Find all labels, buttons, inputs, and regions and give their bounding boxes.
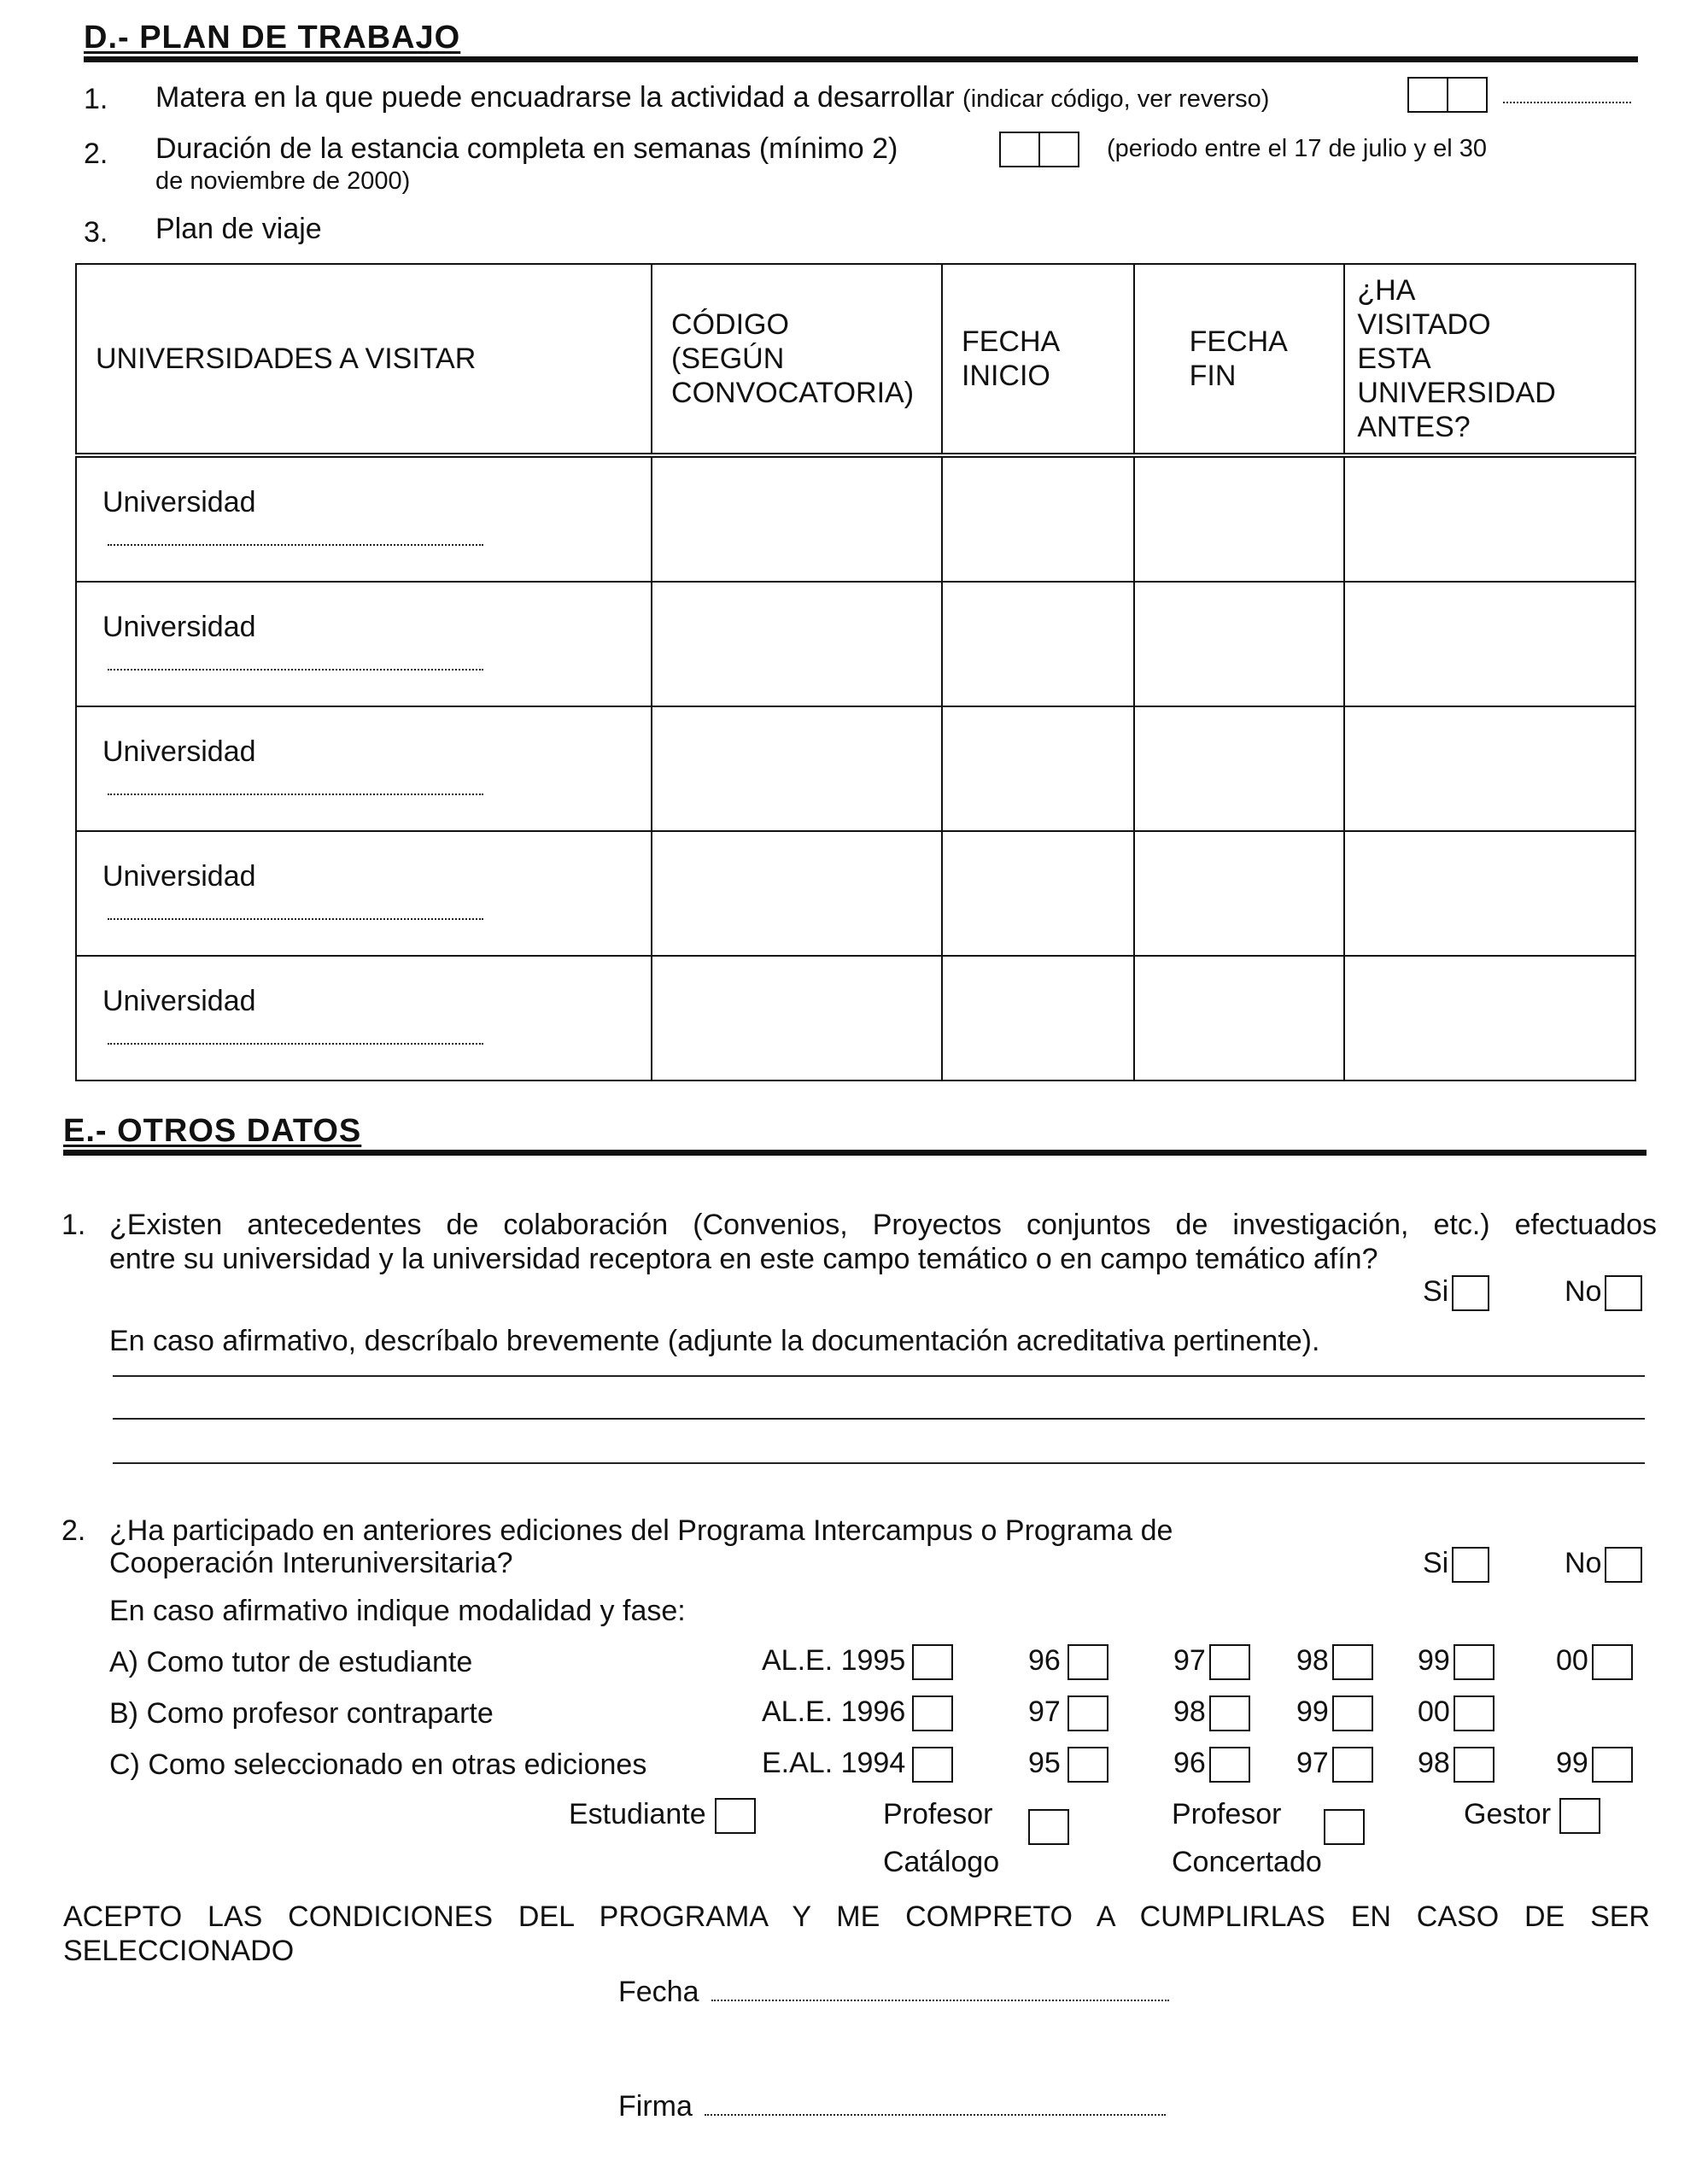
codigo-cell[interactable] xyxy=(652,706,942,831)
row-a-year-3-label: 98 xyxy=(1296,1644,1329,1677)
q1-answer-line-3[interactable] xyxy=(113,1462,1645,1464)
row-c-first-checkbox[interactable] xyxy=(912,1747,953,1783)
weeks-box-1[interactable] xyxy=(999,132,1040,167)
role-gestor-checkbox[interactable] xyxy=(1559,1798,1600,1834)
fecha-field[interactable] xyxy=(618,1975,1169,2009)
header-universidades: UNIVERSIDADES A VISITAR xyxy=(76,264,652,455)
item2-note-continued: de noviembre de 2000) xyxy=(155,167,411,195)
row-a-year-1-label: 96 xyxy=(1028,1644,1061,1677)
row-b-label: B) Como profesor contraparte xyxy=(109,1697,494,1730)
travel-plan-table xyxy=(75,263,1636,1081)
q1-line1: ¿Existen antecedentes de colaboración (Convenios, Proyectos conjuntos de investigación, etc.) efectuados xyxy=(109,1209,1657,1241)
q1-no-label: No xyxy=(1565,1275,1602,1308)
q2-yes-option[interactable] xyxy=(1423,1546,1489,1583)
row-c-year-1-label: 95 xyxy=(1028,1747,1061,1779)
q1-followup: En caso afirmativo, descríbalo brevemente (adjunte la documentación acreditativa pertinente). xyxy=(109,1325,1320,1357)
universidad-fill-line[interactable] xyxy=(108,544,483,546)
item3-text: Plan de viaje xyxy=(155,213,322,245)
section-e-rule xyxy=(63,1150,1647,1156)
row-c-year-1-checkbox[interactable] xyxy=(1068,1747,1108,1783)
q1-no-option[interactable] xyxy=(1565,1274,1642,1311)
role-profesor-catalogo-checkbox[interactable] xyxy=(1028,1809,1069,1845)
row-a-year-2[interactable] xyxy=(1173,1643,1250,1680)
universidad-cell[interactable] xyxy=(76,582,652,706)
q2-no-label: No xyxy=(1565,1547,1602,1579)
q1-yes-label: Si xyxy=(1423,1275,1449,1308)
q1-yes-checkbox[interactable] xyxy=(1452,1275,1489,1311)
row-c-year-5-label: 99 xyxy=(1556,1747,1588,1779)
item1-note: (indicar código, ver reverso) xyxy=(962,85,1270,113)
row-c-year-3-checkbox[interactable] xyxy=(1332,1747,1373,1783)
q2-no-option[interactable] xyxy=(1565,1546,1642,1583)
universidad-fill-line[interactable] xyxy=(108,1043,483,1045)
codigo-cell[interactable] xyxy=(652,956,942,1080)
fecha-fin-cell[interactable] xyxy=(1134,706,1345,831)
table-row xyxy=(76,706,1635,831)
fecha-fin-cell[interactable] xyxy=(1134,582,1345,706)
codigo-cell[interactable] xyxy=(652,831,942,956)
row-b-first[interactable] xyxy=(762,1695,953,1731)
fecha-fin-cell[interactable] xyxy=(1134,956,1345,1080)
visitado-cell[interactable] xyxy=(1344,455,1635,582)
role-estudiante-checkbox[interactable] xyxy=(715,1798,756,1834)
row-b-year-2[interactable] xyxy=(1173,1695,1250,1731)
row-a-first-label: AL.E. 1995 xyxy=(762,1644,906,1677)
row-a-year-4[interactable] xyxy=(1418,1643,1494,1680)
table-row xyxy=(76,956,1635,1080)
universidad-label: Universidad xyxy=(102,860,256,893)
code-box-2[interactable] xyxy=(1447,77,1488,113)
table-header-row xyxy=(76,264,1635,455)
row-c-year-3[interactable] xyxy=(1296,1746,1373,1783)
q1-yes-option[interactable] xyxy=(1423,1274,1489,1311)
code-box-1[interactable] xyxy=(1407,77,1448,113)
row-a-year-4-label: 99 xyxy=(1418,1644,1450,1677)
row-a-year-5[interactable] xyxy=(1556,1643,1633,1680)
q2-number: 2. xyxy=(61,1514,86,1547)
row-b-year-1-checkbox[interactable] xyxy=(1068,1695,1108,1731)
row-b-year-3-checkbox[interactable] xyxy=(1332,1695,1373,1731)
role-profesor-concertado-line1: Profesor xyxy=(1172,1798,1282,1830)
header-codigo: CÓDIGO (SEGÚN CONVOCATORIA) xyxy=(652,264,942,455)
fecha-inicio-cell[interactable] xyxy=(942,831,1134,956)
fecha-inicio-cell[interactable] xyxy=(942,956,1134,1080)
row-c-label: C) Como seleccionado en otras ediciones xyxy=(109,1748,647,1781)
row-a-year-3-checkbox[interactable] xyxy=(1332,1644,1373,1680)
item2-weeks-boxes[interactable] xyxy=(999,132,1079,167)
row-a-year-1-checkbox[interactable] xyxy=(1068,1644,1108,1680)
visitado-cell[interactable] xyxy=(1344,706,1635,831)
fecha-fin-cell[interactable] xyxy=(1134,455,1345,582)
row-c-first[interactable] xyxy=(762,1746,953,1783)
role-gestor[interactable] xyxy=(1464,1797,1600,1834)
item1-label: Matera en la que puede encuadrarse la actividad a desarrollar xyxy=(155,81,955,114)
visitado-cell[interactable] xyxy=(1344,582,1635,706)
firma-label: Firma xyxy=(618,2090,693,2123)
row-c-year-1[interactable] xyxy=(1028,1746,1108,1783)
row-c-year-3-label: 97 xyxy=(1296,1747,1329,1779)
row-c-year-4-checkbox[interactable] xyxy=(1454,1747,1494,1783)
visitado-cell[interactable] xyxy=(1344,831,1635,956)
row-a-year-1[interactable] xyxy=(1028,1643,1108,1680)
row-b-first-checkbox[interactable] xyxy=(912,1695,953,1731)
section-e-title: E.- OTROS DATOS xyxy=(63,1113,362,1149)
row-b-year-4-checkbox[interactable] xyxy=(1454,1695,1494,1731)
row-b-first-label: AL.E. 1996 xyxy=(762,1695,906,1728)
row-b-year-3-label: 99 xyxy=(1296,1695,1329,1728)
row-c-year-2[interactable] xyxy=(1173,1746,1250,1783)
table-row xyxy=(76,582,1635,706)
row-b-year-1-label: 97 xyxy=(1028,1695,1061,1728)
row-c-year-5[interactable] xyxy=(1556,1746,1633,1783)
fecha-inicio-cell[interactable] xyxy=(942,582,1134,706)
fecha-fill-line[interactable] xyxy=(711,2000,1169,2001)
row-a-year-5-checkbox[interactable] xyxy=(1592,1644,1633,1680)
universidad-label: Universidad xyxy=(102,735,256,768)
universidad-label: Universidad xyxy=(102,985,256,1017)
row-a-year-3[interactable] xyxy=(1296,1643,1373,1680)
fecha-inicio-cell[interactable] xyxy=(942,455,1134,582)
fecha-fin-cell[interactable] xyxy=(1134,831,1345,956)
q2-line2: Cooperación Interuniversitaria? xyxy=(109,1547,513,1579)
row-c-year-2-label: 96 xyxy=(1173,1747,1206,1779)
table-row xyxy=(76,831,1635,956)
fecha-label: Fecha xyxy=(618,1976,699,2008)
q2-line1: ¿Ha participado en anteriores ediciones del Programa Intercampus o Programa de xyxy=(109,1514,1173,1547)
fecha-inicio-cell[interactable] xyxy=(942,706,1134,831)
table-row xyxy=(76,455,1635,582)
role-profesor-concertado-checkbox[interactable] xyxy=(1324,1809,1365,1845)
row-c-year-4-label: 98 xyxy=(1418,1747,1450,1779)
row-c-year-5-checkbox[interactable] xyxy=(1592,1747,1633,1783)
row-b-year-2-label: 98 xyxy=(1173,1695,1206,1728)
row-b-year-4-label: 00 xyxy=(1418,1695,1450,1728)
row-a-label: A) Como tutor de estudiante xyxy=(109,1646,473,1678)
q1-no-checkbox[interactable] xyxy=(1605,1275,1642,1311)
role-profesor-catalogo-line1: Profesor xyxy=(883,1798,993,1830)
universidad-label: Universidad xyxy=(102,611,256,643)
universidad-fill-line[interactable] xyxy=(108,918,483,920)
item2-text: Duración de la estancia completa en semanas (mínimo 2) xyxy=(155,132,898,165)
row-b-year-4[interactable] xyxy=(1418,1695,1494,1731)
codigo-cell[interactable] xyxy=(652,582,942,706)
row-a-year-4-checkbox[interactable] xyxy=(1454,1644,1494,1680)
q2-followup: En caso afirmativo indique modalidad y fase: xyxy=(109,1595,686,1627)
row-a-year-2-checkbox[interactable] xyxy=(1209,1644,1250,1680)
item1-number: 1. xyxy=(84,83,108,115)
q1-line2: entre su universidad y la universidad receptora en este campo temático o en campo temático afín? xyxy=(109,1243,1378,1275)
universidad-fill-line[interactable] xyxy=(108,669,483,671)
universidad-label: Universidad xyxy=(102,486,256,518)
q2-yes-label: Si xyxy=(1423,1547,1449,1579)
item1-code-boxes[interactable] xyxy=(1407,77,1488,113)
q1-answer-line-1[interactable] xyxy=(113,1375,1645,1377)
weeks-box-2[interactable] xyxy=(1038,132,1079,167)
firma-fill-line[interactable] xyxy=(705,2114,1166,2116)
row-c-year-2-checkbox[interactable] xyxy=(1209,1747,1250,1783)
universidad-cell[interactable] xyxy=(76,706,652,831)
row-a-first[interactable] xyxy=(762,1643,953,1680)
header-fecha-inicio: FECHA INICIO xyxy=(942,264,1134,455)
row-c-first-label: E.AL. 1994 xyxy=(762,1747,906,1779)
row-a-year-5-label: 00 xyxy=(1556,1644,1588,1677)
item1-answer-line[interactable] xyxy=(1503,92,1631,108)
row-a-first-checkbox[interactable] xyxy=(912,1644,953,1680)
visitado-cell[interactable] xyxy=(1344,956,1635,1080)
role-estudiante[interactable] xyxy=(569,1797,756,1834)
header-visitado: ¿HA VISITADO ESTA UNIVERSIDAD ANTES? xyxy=(1344,264,1635,455)
universidad-cell[interactable] xyxy=(76,455,652,582)
role-estudiante-label: Estudiante xyxy=(569,1798,706,1830)
section-d-rule xyxy=(84,56,1638,62)
role-profesor-catalogo-line2: Catálogo xyxy=(883,1846,1000,1878)
item2-note: (periodo entre el 17 de julio y el 30 xyxy=(1107,135,1487,162)
item2-number: 2. xyxy=(84,138,108,170)
section-d-title: D.- PLAN DE TRABAJO xyxy=(84,20,461,56)
header-fecha-fin: FECHA FIN xyxy=(1134,264,1345,455)
universidad-fill-line[interactable] xyxy=(108,794,483,795)
acceptance-line2: SELECCIONADO xyxy=(63,1935,295,1967)
universidad-cell[interactable] xyxy=(76,831,652,956)
row-b-year-2-checkbox[interactable] xyxy=(1209,1695,1250,1731)
item3-number: 3. xyxy=(84,216,108,249)
row-b-year-1[interactable] xyxy=(1028,1695,1108,1731)
row-a-year-2-label: 97 xyxy=(1173,1644,1206,1677)
firma-field[interactable] xyxy=(618,2089,1166,2123)
row-b-year-3[interactable] xyxy=(1296,1695,1373,1731)
q2-no-checkbox[interactable] xyxy=(1605,1547,1642,1583)
q1-answer-line-2[interactable] xyxy=(113,1418,1645,1420)
role-profesor-concertado-line2: Concertado xyxy=(1172,1846,1322,1878)
universidad-cell[interactable] xyxy=(76,956,652,1080)
acceptance-line1: ACEPTO LAS CONDICIONES DEL PROGRAMA Y ME COMPRETO A CUMPLIRLAS EN CASO DE SER xyxy=(63,1900,1650,1933)
role-gestor-label: Gestor xyxy=(1464,1798,1552,1830)
row-c-year-4[interactable] xyxy=(1418,1746,1494,1783)
codigo-cell[interactable] xyxy=(652,455,942,582)
item1-text xyxy=(155,80,1269,114)
q2-yes-checkbox[interactable] xyxy=(1452,1547,1489,1583)
q1-number: 1. xyxy=(61,1209,86,1241)
